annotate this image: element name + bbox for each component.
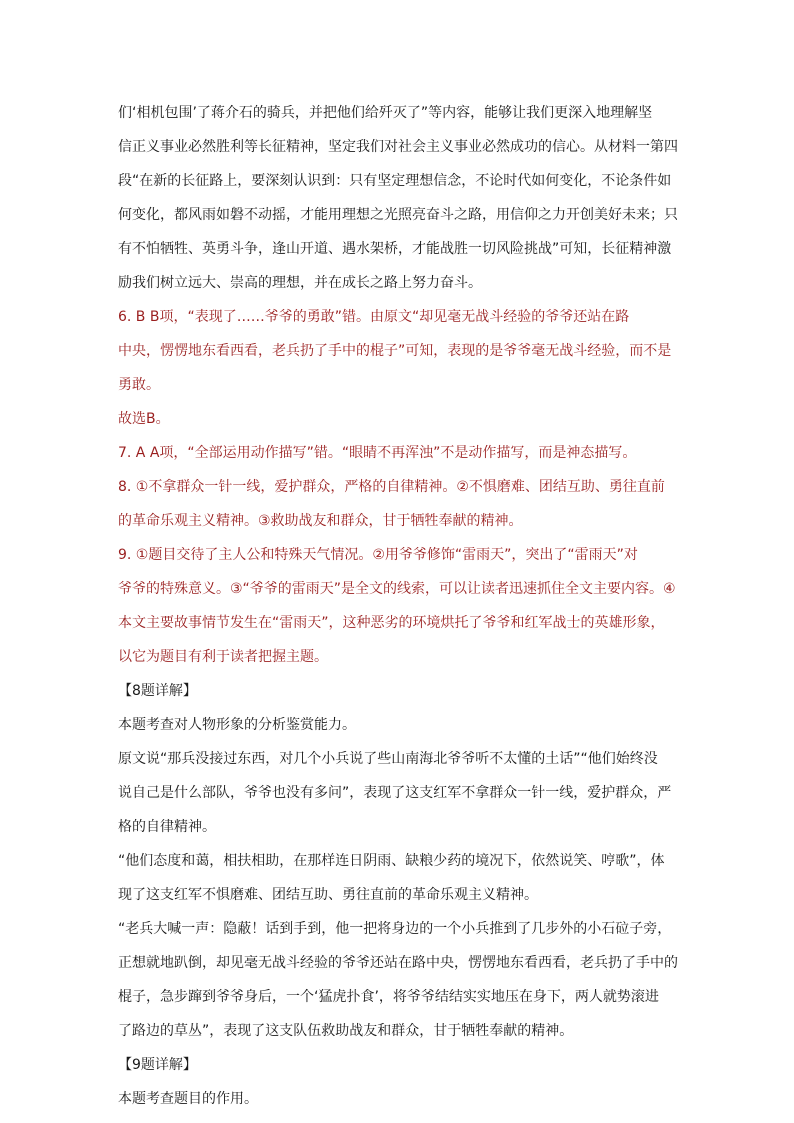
text-line: 们‘相机包围’了蒋介石的骑兵，并把他们给歼灭了”等内容，能够让我们更深入地理解坚 [118,105,653,121]
answer-9-line: 以它为题目有利于读者把握主题。 [118,649,328,665]
answer-9-line: 本文主要故事情节发生在“雷雨天”，这种恶劣的环境烘托了爷爷和红军战士的英雄形象， [118,615,665,631]
text-line: 励我们树立远大、崇高的理想，并在成长之路上努力奋斗。 [118,275,482,291]
answer-6-line: 6. B B项，“表现了……爷爷的勇敢”错。由原文“却见毫无战斗经验的爷爷还站在路 [118,309,630,325]
section-heading-9: 【9题详解】 [118,1057,197,1073]
text-line: 了路边的草丛”，表现了这支队伍救助战友和群众，甘于牺牲奉献的精神。 [118,1023,574,1039]
text-line: 棍子，急步蹿到爷爷身后，一个‘猛虎扑食’，将爷爷结结实实地压在身下，两人就势滚进 [118,989,659,1005]
text-line: “老兵大喊一声：隐蔽！话到手到，他一把将身边的一个小兵推到了几步外的小石砬子旁， [118,921,672,937]
answer-9-line: 9. ①题目交待了主人公和特殊天气情况。②用爷爷修饰“雷雨天”，突出了“雷雨天”对 [118,547,638,563]
answer-6-conclusion: 故选B。 [118,411,170,427]
text-line: 段“在新的长征路上，要深刻认识到：只有坚定理想信念，不论时代如何变化，不论条件如 [118,173,672,189]
text-line: 说自己是什么部队，爷爷也没有多问”，表现了这支红军不拿群众一针一线，爱护群众，严 [118,785,672,801]
answer-6-line: 中央，愣愣地东看西看，老兵扔了手中的棍子”可知，表现的是爷爷毫无战斗经验，而不是 [118,343,672,359]
answer-8-line: 8. ①不拿群众一针一线，爱护群众，严格的自律精神。②不惧磨难、团结互助、勇往直前 [118,479,665,495]
text-line: 正想就地趴倒，却见毫无战斗经验的爷爷还站在路中央，愣愣地东看西看，老兵扔了手中的 [118,955,678,971]
text-line: 信正义事业必然胜利等长征精神，坚定我们对社会主义事业必然成功的信心。从材料一第四 [118,139,678,155]
text-line: 原文说“那兵没接过东西，对几个小兵说了些山南海北爷爷听不太懂的土话”“他们始终没 [118,751,658,767]
text-line: 本题考查题目的作用。 [118,1091,258,1107]
text-line: 有不怕牺牲、英勇斗争，逢山开道、遇水架桥，才能战胜一切风险挑战”可知，长征精神激 [118,241,672,257]
text-line: “他们态度和蔼，相扶相助，在那样连日阴雨、缺粮少药的境况下，依然说笑、哼歌”，体 [118,853,665,869]
text-line: 本题考查对人物形象的分析鉴赏能力。 [118,717,356,733]
answer-8-line: 的革命乐观主义精神。③救助战友和群众，甘于牺牲奉献的精神。 [118,513,523,529]
text-line: 现了这支红军不惧磨难、团结互助、勇往直前的革命乐观主义精神。 [118,887,538,903]
text-line: 何变化，都风雨如磐不动摇，才能用理想之光照亮奋斗之路，用信仰之力开创美好未来；只 [118,207,678,223]
answer-7-line: 7. A A项，“全部运用动作描写”错。“眼睛不再浑浊”不是动作描写，而是神态描写。 [118,445,637,461]
text-line: 格的自律精神。 [118,819,216,835]
answer-6-line: 勇敢。 [118,377,160,393]
document-page [118,96,678,1116]
answer-9-line: 爷爷的特殊意义。③“爷爷的雷雨天”是全文的线索，可以让读者迅速抓住全文主要内容。④ [118,581,676,597]
section-heading-8: 【8题详解】 [118,683,197,699]
